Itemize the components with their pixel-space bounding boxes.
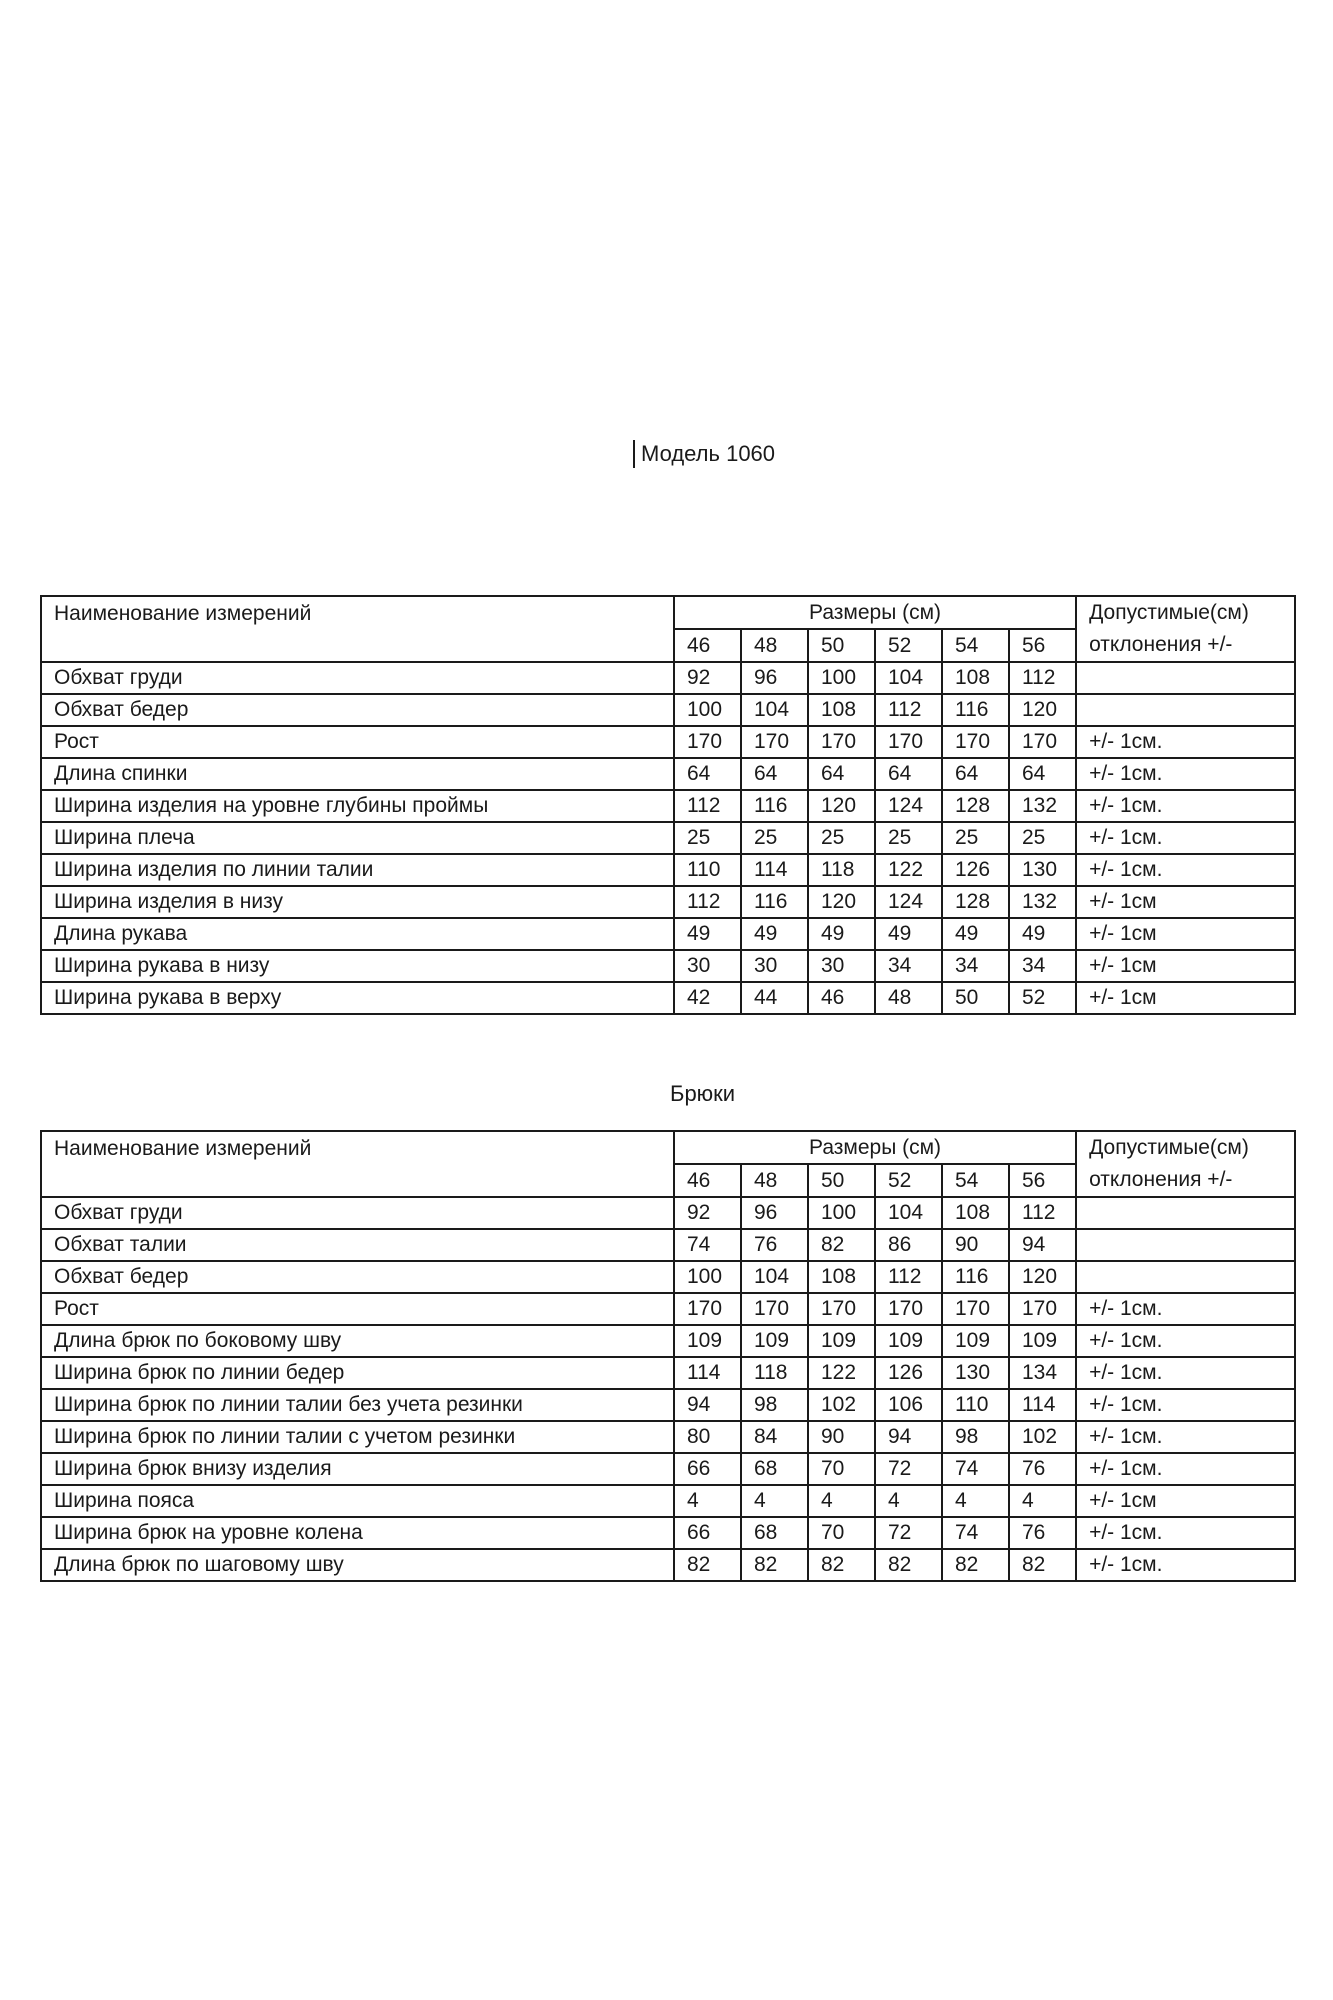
- measurement-value: 66: [674, 1517, 741, 1549]
- measurement-value: 4: [1009, 1485, 1076, 1517]
- measurement-value: 120: [808, 790, 875, 822]
- measurement-name: Ширина брюк по линии бедер: [41, 1357, 674, 1389]
- measurement-value: 4: [875, 1485, 942, 1517]
- measurement-value: 90: [808, 1421, 875, 1453]
- table-row: [41, 1229, 1295, 1261]
- measurement-value: 109: [741, 1325, 808, 1357]
- measurement-value: 170: [942, 1293, 1009, 1325]
- measurement-value: 64: [808, 758, 875, 790]
- measurement-value: 48: [875, 982, 942, 1014]
- measurement-value: 4: [808, 1485, 875, 1517]
- measurement-value: 76: [1009, 1517, 1076, 1549]
- measurement-value: 170: [808, 726, 875, 758]
- measurement-value: 72: [875, 1517, 942, 1549]
- measurement-value: 116: [942, 1261, 1009, 1293]
- measurement-name: Ширина пояса: [41, 1485, 674, 1517]
- measurement-value: 49: [674, 918, 741, 950]
- measurement-value: 66: [674, 1453, 741, 1485]
- measurement-value: 68: [741, 1453, 808, 1485]
- table-row: [41, 1325, 1295, 1357]
- tolerance-value: +/- 1см.: [1076, 726, 1295, 758]
- measurement-value: 4: [674, 1485, 741, 1517]
- measurement-name: Длина спинки: [41, 758, 674, 790]
- measurement-value: 112: [875, 1261, 942, 1293]
- header-measurement-name: Наименование измерений: [41, 596, 674, 662]
- measurement-value: 170: [942, 726, 1009, 758]
- measurement-value: 110: [674, 854, 741, 886]
- measurement-value: 122: [875, 854, 942, 886]
- measurement-value: 109: [942, 1325, 1009, 1357]
- measurement-name: Рост: [41, 1293, 674, 1325]
- measurement-value: 90: [942, 1229, 1009, 1261]
- measurement-value: 82: [674, 1549, 741, 1581]
- measurement-value: 74: [674, 1229, 741, 1261]
- measurement-value: 64: [1009, 758, 1076, 790]
- measurement-name: Длина брюк по боковому шву: [41, 1325, 674, 1357]
- measurement-value: 49: [942, 918, 1009, 950]
- measurement-value: 130: [1009, 854, 1076, 886]
- measurement-name: Длина рукава: [41, 918, 674, 950]
- measurement-name: Ширина изделия по линии талии: [41, 854, 674, 886]
- size-value: 50: [808, 1164, 875, 1197]
- measurement-value: 64: [741, 758, 808, 790]
- table-body: [41, 596, 1295, 1014]
- table-row: [41, 790, 1295, 822]
- tolerance-value: +/- 1см.: [1076, 758, 1295, 790]
- table-row: [41, 822, 1295, 854]
- measurement-value: 92: [674, 1197, 741, 1229]
- tolerance-value: [1076, 1261, 1295, 1293]
- measurement-value: 96: [741, 662, 808, 694]
- measurement-value: 49: [741, 918, 808, 950]
- measurement-value: 4: [942, 1485, 1009, 1517]
- table-row: [41, 1261, 1295, 1293]
- measurement-value: 170: [1009, 726, 1076, 758]
- measurement-value: 112: [1009, 1197, 1076, 1229]
- measurement-name: Ширина рукава в низу: [41, 950, 674, 982]
- table-row: [41, 1453, 1295, 1485]
- jacket-size-table: [40, 595, 1296, 1015]
- measurement-value: 86: [875, 1229, 942, 1261]
- measurement-value: 124: [875, 886, 942, 918]
- measurement-value: 76: [741, 1229, 808, 1261]
- measurement-value: 30: [808, 950, 875, 982]
- measurement-value: 108: [942, 662, 1009, 694]
- header-row: [41, 1131, 1295, 1164]
- measurement-value: 170: [674, 1293, 741, 1325]
- measurement-value: 112: [1009, 662, 1076, 694]
- measurement-value: 104: [741, 1261, 808, 1293]
- measurement-value: 118: [808, 854, 875, 886]
- measurement-value: 112: [674, 886, 741, 918]
- measurement-name: Ширина плеча: [41, 822, 674, 854]
- size-value: 52: [875, 1164, 942, 1197]
- measurement-value: 120: [1009, 694, 1076, 726]
- tolerance-value: +/- 1см.: [1076, 854, 1295, 886]
- measurement-value: 122: [808, 1357, 875, 1389]
- header-tolerance: Допустимые(см) отклонения +/-: [1076, 1131, 1295, 1197]
- measurement-value: 118: [741, 1357, 808, 1389]
- measurement-value: 46: [808, 982, 875, 1014]
- table-row: [41, 758, 1295, 790]
- measurement-value: 100: [808, 662, 875, 694]
- measurement-value: 170: [808, 1293, 875, 1325]
- measurement-value: 92: [674, 662, 741, 694]
- header-row: [41, 596, 1295, 629]
- measurement-value: 170: [1009, 1293, 1076, 1325]
- section-title-trousers: Брюки: [670, 1081, 736, 1106]
- size-value: 48: [741, 1164, 808, 1197]
- measurement-value: 25: [1009, 822, 1076, 854]
- measurement-value: 82: [1009, 1549, 1076, 1581]
- measurement-value: 74: [942, 1453, 1009, 1485]
- measurement-value: 82: [741, 1549, 808, 1581]
- measurement-name: Рост: [41, 726, 674, 758]
- measurement-value: 42: [674, 982, 741, 1014]
- measurement-value: 44: [741, 982, 808, 1014]
- table-row: [41, 726, 1295, 758]
- measurement-value: 49: [1009, 918, 1076, 950]
- tolerance-value: +/- 1см.: [1076, 1421, 1295, 1453]
- tolerance-value: +/- 1см.: [1076, 1517, 1295, 1549]
- measurement-value: 108: [942, 1197, 1009, 1229]
- measurement-value: 104: [875, 662, 942, 694]
- measurement-value: 100: [674, 694, 741, 726]
- measurement-value: 64: [875, 758, 942, 790]
- measurement-value: 108: [808, 1261, 875, 1293]
- measurement-value: 132: [1009, 790, 1076, 822]
- table-row: [41, 1293, 1295, 1325]
- measurement-value: 170: [875, 726, 942, 758]
- measurement-value: 82: [808, 1229, 875, 1261]
- tolerance-value: [1076, 662, 1295, 694]
- measurement-value: 74: [942, 1517, 1009, 1549]
- measurement-value: 100: [674, 1261, 741, 1293]
- size-value: 54: [942, 1164, 1009, 1197]
- measurement-name: Ширина рукава в верху: [41, 982, 674, 1014]
- measurement-value: 104: [741, 694, 808, 726]
- tolerance-value: +/- 1см.: [1076, 1453, 1295, 1485]
- table-row: [41, 1549, 1295, 1581]
- header-sizes: Размеры (см): [674, 1131, 1076, 1164]
- size-value: 46: [674, 629, 741, 662]
- table-row: [41, 662, 1295, 694]
- table-row: [41, 1389, 1295, 1421]
- measurement-value: 25: [808, 822, 875, 854]
- measurement-value: 120: [808, 886, 875, 918]
- measurement-value: 34: [942, 950, 1009, 982]
- measurement-value: 76: [1009, 1453, 1076, 1485]
- measurement-value: 82: [808, 1549, 875, 1581]
- measurement-value: 124: [875, 790, 942, 822]
- measurement-value: 49: [875, 918, 942, 950]
- tolerance-value: [1076, 1197, 1295, 1229]
- header-tolerance: Допустимые(см) отклонения +/-: [1076, 596, 1295, 662]
- table-row: [41, 1421, 1295, 1453]
- measurement-value: 25: [741, 822, 808, 854]
- table-row: [41, 694, 1295, 726]
- measurement-value: 49: [808, 918, 875, 950]
- measurement-value: 170: [875, 1293, 942, 1325]
- table-row: [41, 1357, 1295, 1389]
- tolerance-value: +/- 1см: [1076, 1485, 1295, 1517]
- measurement-value: 132: [1009, 886, 1076, 918]
- table-row: [41, 854, 1295, 886]
- table-row: [41, 886, 1295, 918]
- size-value: 54: [942, 629, 1009, 662]
- measurement-value: 130: [942, 1357, 1009, 1389]
- measurement-value: 102: [1009, 1421, 1076, 1453]
- measurement-value: 70: [808, 1453, 875, 1485]
- measurement-value: 128: [942, 790, 1009, 822]
- measurement-value: 170: [674, 726, 741, 758]
- measurement-value: 94: [875, 1421, 942, 1453]
- measurement-value: 109: [875, 1325, 942, 1357]
- measurement-name: Обхват талии: [41, 1229, 674, 1261]
- measurement-value: 30: [674, 950, 741, 982]
- measurement-name: Обхват груди: [41, 1197, 674, 1229]
- tolerance-value: +/- 1см.: [1076, 1389, 1295, 1421]
- measurement-value: 114: [741, 854, 808, 886]
- measurement-value: 112: [875, 694, 942, 726]
- measurement-value: 170: [741, 1293, 808, 1325]
- size-value: 56: [1009, 1164, 1076, 1197]
- size-value: 52: [875, 629, 942, 662]
- table-row: [41, 1485, 1295, 1517]
- measurement-value: 109: [674, 1325, 741, 1357]
- measurement-value: 72: [875, 1453, 942, 1485]
- measurement-value: 94: [1009, 1229, 1076, 1261]
- measurement-value: 82: [875, 1549, 942, 1581]
- measurement-value: 112: [674, 790, 741, 822]
- tolerance-value: +/- 1см: [1076, 886, 1295, 918]
- measurement-value: 82: [942, 1549, 1009, 1581]
- measurement-value: 126: [875, 1357, 942, 1389]
- measurement-value: 108: [808, 694, 875, 726]
- measurement-value: 68: [741, 1517, 808, 1549]
- tolerance-value: +/- 1см.: [1076, 1549, 1295, 1581]
- tolerance-value: [1076, 1229, 1295, 1261]
- size-value: 56: [1009, 629, 1076, 662]
- measurement-name: Обхват бедер: [41, 1261, 674, 1293]
- measurement-value: 104: [875, 1197, 942, 1229]
- table-row: [41, 950, 1295, 982]
- measurement-value: 116: [741, 790, 808, 822]
- measurement-value: 4: [741, 1485, 808, 1517]
- tolerance-value: [1076, 694, 1295, 726]
- measurement-value: 52: [1009, 982, 1076, 1014]
- document-title: Модель 1060: [633, 440, 775, 468]
- measurement-value: 64: [942, 758, 1009, 790]
- measurement-value: 50: [942, 982, 1009, 1014]
- table-row: [41, 918, 1295, 950]
- measurement-value: 70: [808, 1517, 875, 1549]
- header-measurement-name: Наименование измерений: [41, 1131, 674, 1197]
- measurement-value: 84: [741, 1421, 808, 1453]
- tolerance-value: +/- 1см: [1076, 982, 1295, 1014]
- measurement-value: 126: [942, 854, 1009, 886]
- measurement-value: 96: [741, 1197, 808, 1229]
- measurement-value: 102: [808, 1389, 875, 1421]
- measurement-value: 94: [674, 1389, 741, 1421]
- measurement-name: Ширина брюк внизу изделия: [41, 1453, 674, 1485]
- table-row: [41, 1517, 1295, 1549]
- tolerance-value: +/- 1см: [1076, 918, 1295, 950]
- measurement-value: 80: [674, 1421, 741, 1453]
- measurement-value: 98: [741, 1389, 808, 1421]
- measurement-value: 34: [875, 950, 942, 982]
- measurement-name: Ширина изделия на уровне глубины проймы: [41, 790, 674, 822]
- measurement-value: 98: [942, 1421, 1009, 1453]
- measurement-value: 25: [942, 822, 1009, 854]
- table-row: [41, 982, 1295, 1014]
- measurement-value: 109: [1009, 1325, 1076, 1357]
- measurement-value: 134: [1009, 1357, 1076, 1389]
- measurement-name: Ширина изделия в низу: [41, 886, 674, 918]
- tolerance-value: +/- 1см.: [1076, 790, 1295, 822]
- measurement-value: 170: [741, 726, 808, 758]
- measurement-name: Длина брюк по шаговому шву: [41, 1549, 674, 1581]
- measurement-name: Ширина брюк на уровне колена: [41, 1517, 674, 1549]
- measurement-value: 116: [942, 694, 1009, 726]
- tolerance-value: +/- 1см.: [1076, 822, 1295, 854]
- measurement-value: 25: [875, 822, 942, 854]
- tolerance-value: +/- 1см: [1076, 950, 1295, 982]
- measurement-name: Обхват бедер: [41, 694, 674, 726]
- measurement-value: 34: [1009, 950, 1076, 982]
- measurement-value: 100: [808, 1197, 875, 1229]
- measurement-value: 114: [674, 1357, 741, 1389]
- measurement-name: Обхват груди: [41, 662, 674, 694]
- tolerance-value: +/- 1см.: [1076, 1357, 1295, 1389]
- tolerance-value: +/- 1см.: [1076, 1325, 1295, 1357]
- measurement-value: 109: [808, 1325, 875, 1357]
- table-body: [41, 1131, 1295, 1581]
- measurement-value: 25: [674, 822, 741, 854]
- measurement-value: 128: [942, 886, 1009, 918]
- measurement-value: 30: [741, 950, 808, 982]
- tolerance-value: +/- 1см.: [1076, 1293, 1295, 1325]
- measurement-name: Ширина брюк по линии талии без учета резинки: [41, 1389, 674, 1421]
- measurement-value: 120: [1009, 1261, 1076, 1293]
- measurement-name: Ширина брюк по линии талии с учетом резинки: [41, 1421, 674, 1453]
- size-value: 50: [808, 629, 875, 662]
- size-value: 46: [674, 1164, 741, 1197]
- size-value: 48: [741, 629, 808, 662]
- header-sizes: Размеры (см): [674, 596, 1076, 629]
- measurement-value: 64: [674, 758, 741, 790]
- measurement-value: 116: [741, 886, 808, 918]
- measurement-value: 106: [875, 1389, 942, 1421]
- measurement-value: 110: [942, 1389, 1009, 1421]
- measurement-value: 114: [1009, 1389, 1076, 1421]
- table-row: [41, 1197, 1295, 1229]
- trousers-size-table: [40, 1130, 1296, 1582]
